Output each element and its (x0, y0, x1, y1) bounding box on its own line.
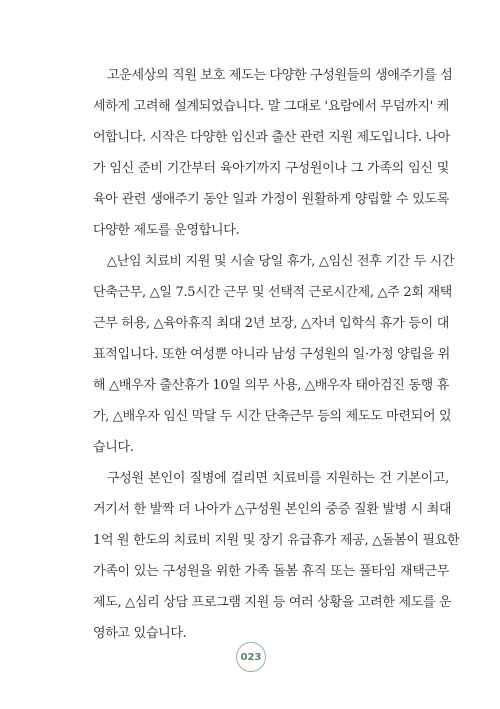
text-line: 가족이 있는 구성원을 위한 가족 돌봄 휴직 또는 풀타임 재택근무 (93, 564, 449, 579)
text-line: 다양한 제도를 운영합니다. (93, 223, 240, 238)
text-line: 습니다. (93, 440, 134, 455)
text-line: 어합니다. 시작은 다양한 임신과 출산 관련 지원 제도입니다. 나아 (93, 130, 451, 145)
page-number: 023 (236, 642, 266, 672)
text-line: 영하고 있습니다. (93, 626, 187, 641)
text-line: △난임 치료비 지원 및 시술 당일 휴가, △임신 전후 기간 두 시간 (107, 254, 455, 269)
body-text (93, 60, 460, 649)
text-line: 1억 원 한도의 치료비 지원 및 장기 유급휴가 제공, △돌봄이 필요한 (93, 533, 460, 548)
text-line: 가, △배우자 임신 막달 두 시간 단축근무 등의 제도도 마련되어 있 (93, 409, 452, 424)
text-line: 제도, △심리 상담 프로그램 지원 등 여러 상황을 고려한 제도를 운 (93, 595, 452, 610)
text-line: 가 임신 준비 기간부터 육아기까지 구성원이나 그 가족의 임신 및 (93, 161, 449, 176)
text-line: 근무 허용, △육아휴직 최대 2년 보장, △자녀 입학식 휴가 등이 대 (93, 316, 449, 331)
text-line: 세하게 고려해 설계되었습니다. 말 그대로 '요람에서 무덤까지' 케 (93, 99, 449, 114)
text-line: 거기서 한 발짝 더 나아가 △구성원 본인의 중증 질환 발병 시 최대 (93, 502, 452, 517)
text-line: 해 △배우자 출산휴가 10일 의무 사용, △배우자 태아검진 동행 휴 (93, 378, 449, 393)
text-line: 육아 관련 생애주기 동안 일과 가정이 원활하게 양립할 수 있도록 (93, 192, 449, 207)
text-line: 고운세상의 직원 보호 제도는 다양한 구성원들의 생애주기를 섬 (107, 68, 453, 83)
text-line: 구성원 본인이 질병에 걸리면 치료비를 지원하는 건 기본이고, (107, 471, 449, 486)
text-line: 단축근무, △일 7.5시간 근무 및 선택적 근로시간제, △주 2회 재택 (93, 285, 452, 300)
text-line: 표적입니다. 또한 여성뿐 아니라 남성 구성원의 일·가정 양립을 위 (93, 347, 451, 362)
